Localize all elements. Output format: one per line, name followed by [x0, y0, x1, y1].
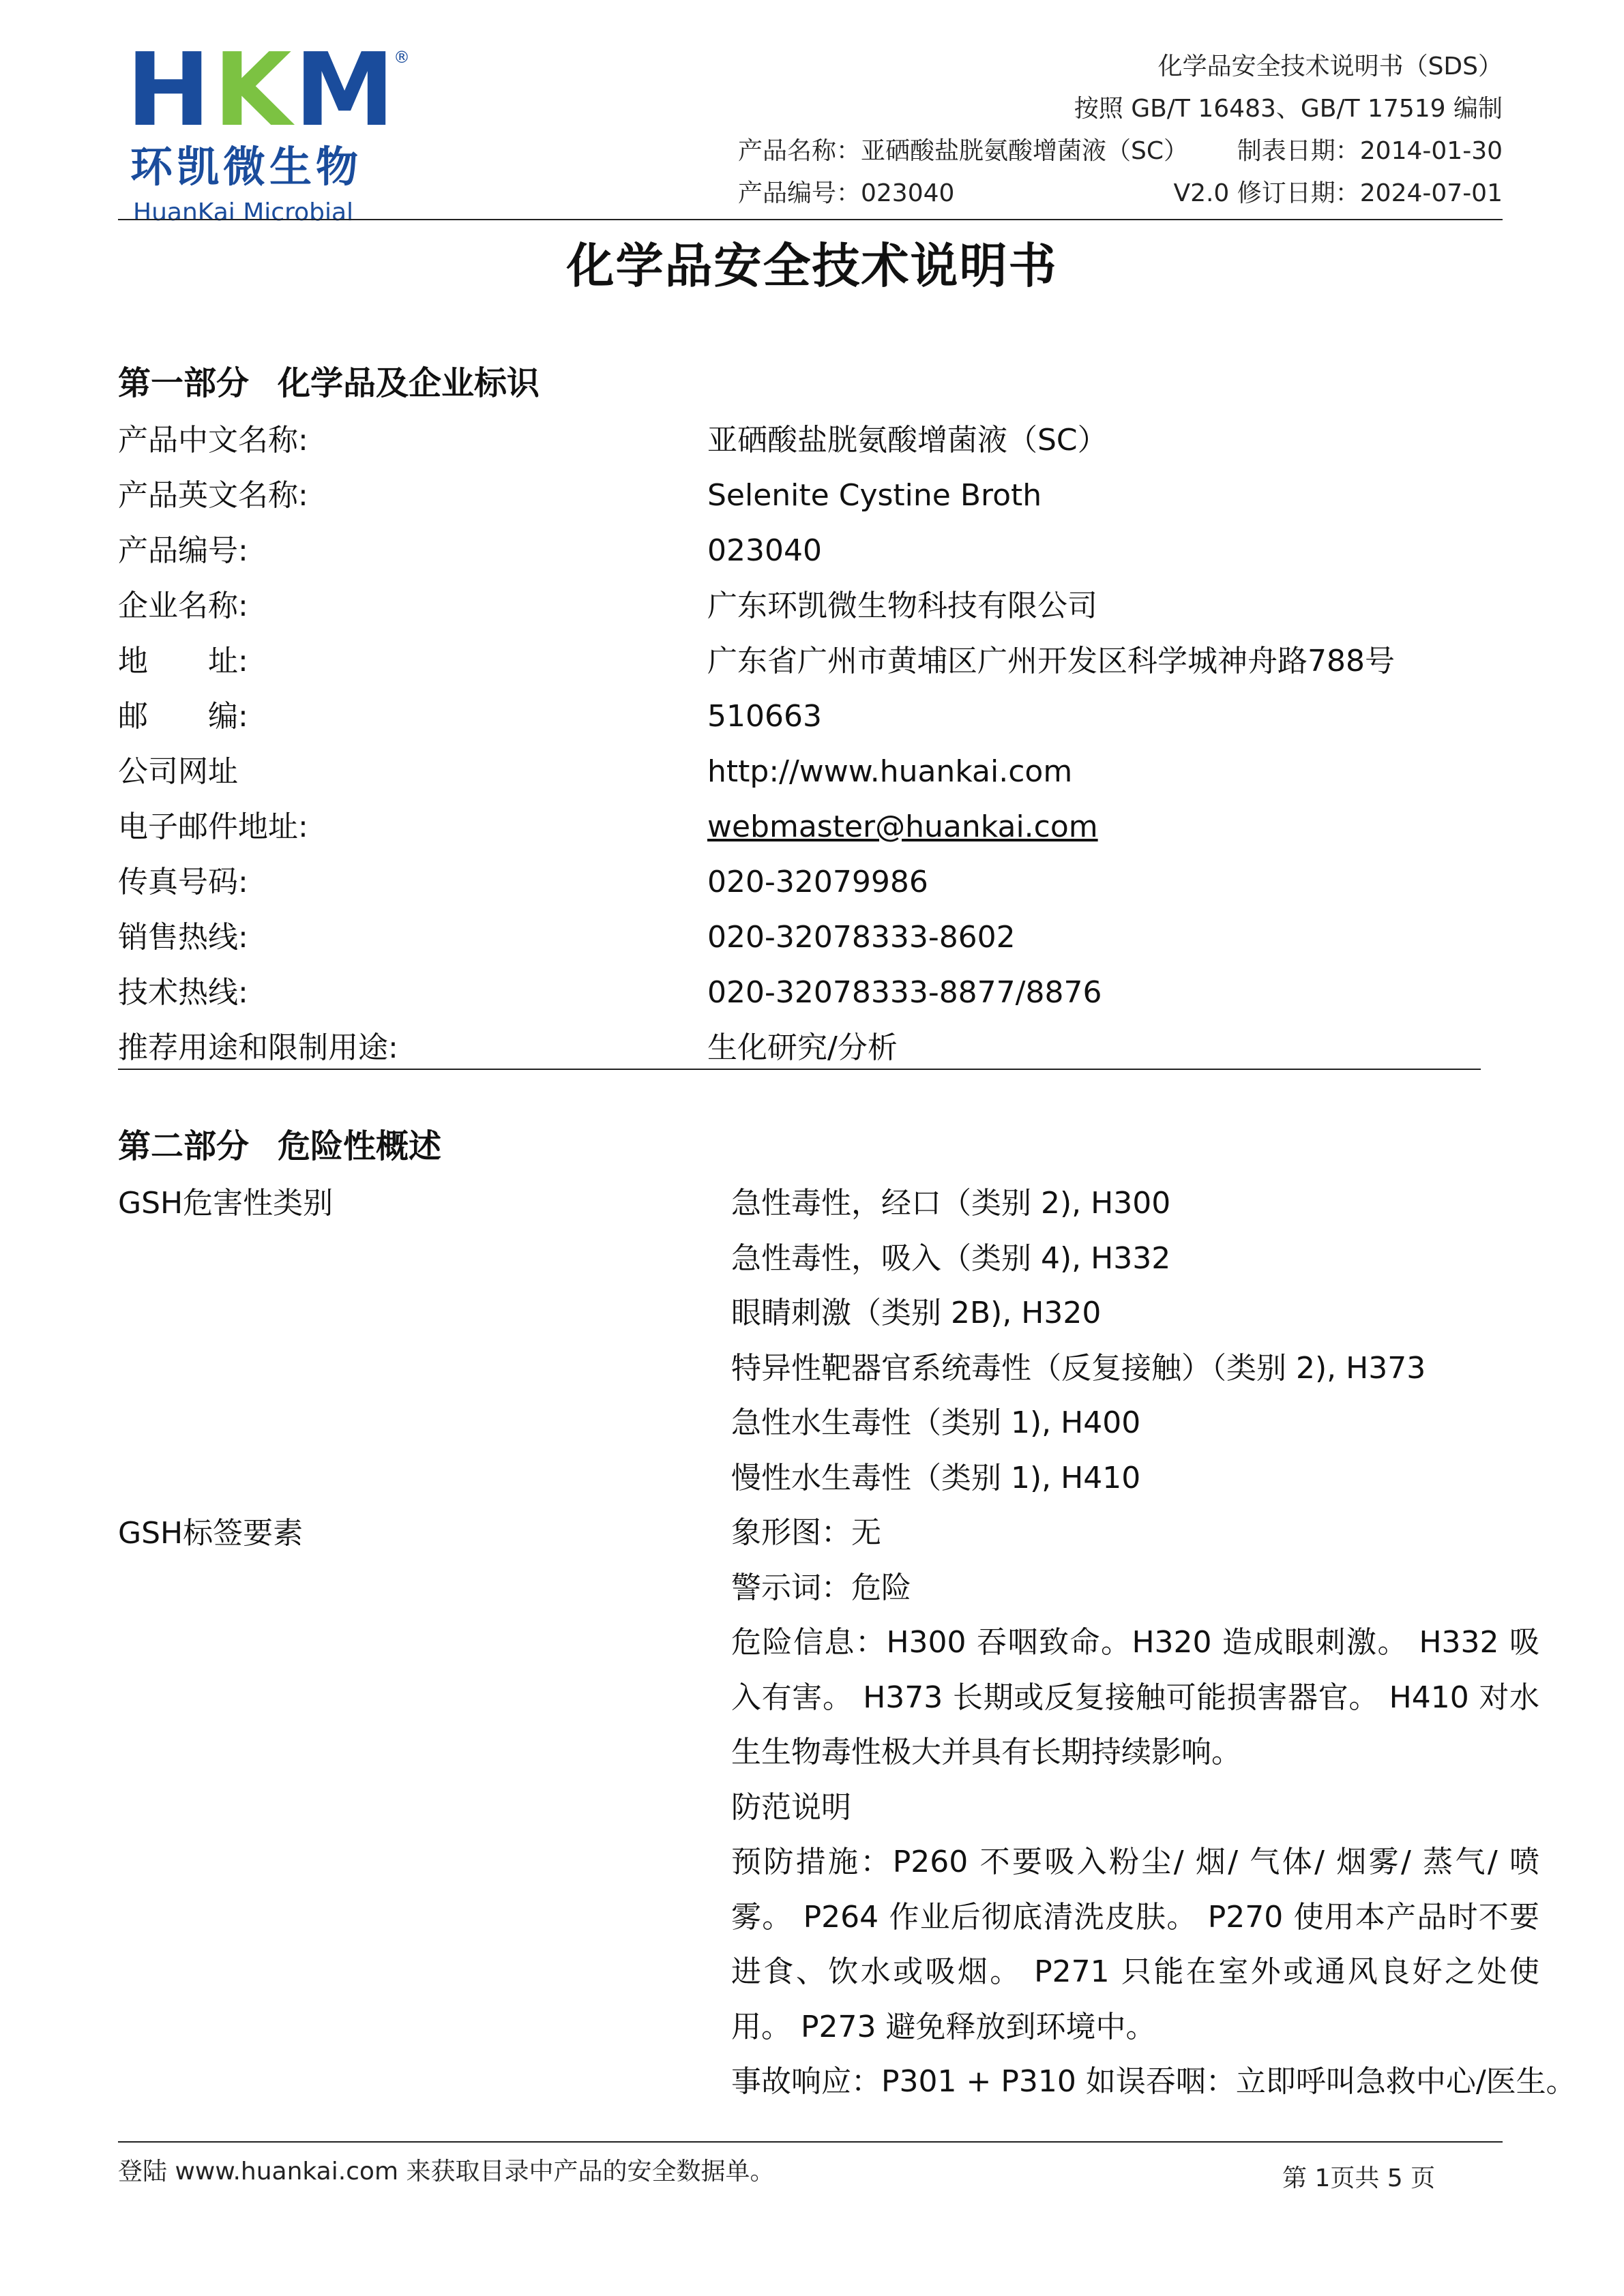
- header-standard: 按照 GB/T 16483、GB/T 17519 编制: [1074, 95, 1503, 123]
- section2-number: 第二部分: [118, 1127, 250, 1165]
- label-website: 公司网址: [118, 754, 238, 789]
- value-website: http://www.huankai.com: [707, 754, 1073, 789]
- header-rule: [118, 219, 1503, 220]
- registered-mark: ®: [394, 48, 410, 67]
- label-company-name: 企业名称:: [118, 588, 248, 623]
- signal-word-line: 警示词：危险: [731, 1570, 911, 1605]
- section1-heading: [118, 363, 540, 404]
- section2-heading: [118, 1126, 441, 1167]
- ghs-class-item: 急性水生毒性（类别 1), H400: [731, 1405, 1141, 1440]
- value-product-en-name: Selenite Cystine Broth: [707, 478, 1042, 513]
- ghs-details: [731, 1176, 1576, 2110]
- label-product-en-name: 产品英文名称:: [118, 478, 308, 513]
- value-product-cn-name: 亚硒酸盐胱氨酸增菌液（SC）: [707, 423, 1108, 458]
- header-product-code: 产品编号：023040: [738, 179, 955, 207]
- value-company-name: 广东环凯微生物科技有限公司: [707, 588, 1097, 623]
- precaution-heading: 防范说明: [731, 1789, 851, 1825]
- ghs-class-item: 急性毒性，经口（类别 2), H300: [731, 1186, 1171, 1221]
- logo-en-name: HuanKai Microbial: [133, 198, 354, 226]
- company-logo: [126, 31, 413, 226]
- hazard-info-paragraph: 危险信息：H300 吞咽致命。H320 造成眼刺激。 H332 吸入有害。 H373 长期或反复接触可能损害器官。 H410 对水生生物毒性极大并具有长期持续影响。: [731, 1625, 1539, 1770]
- label-product-code: 产品编号:: [118, 533, 248, 568]
- logo-letter-h: H: [126, 31, 213, 149]
- value-product-code: 023040: [707, 533, 822, 568]
- ghs-class-item: 特异性靶器官系统毒性（反复接触）（类别 2), H373: [731, 1350, 1426, 1386]
- page-number: 第 1页共 5 页: [1282, 2164, 1436, 2192]
- value-sales-hotline: 020-32078333-8602: [707, 920, 1016, 955]
- value-address: 广东省广州市黄埔区广州开发区科学城神舟路788号: [707, 644, 1395, 679]
- value-fax: 020-32079986: [707, 865, 928, 899]
- label-recommended-use: 推荐用途和限制用途:: [118, 1030, 398, 1065]
- ghs-class-item: 眼睛刺激（类别 2B), H320: [731, 1296, 1102, 1330]
- response-line: 事故响应：P301 + P310 如误吞咽：立即呼叫急救中心/医生。: [731, 2064, 1576, 2099]
- footer-note: 登陆 www.huankai.com 来获取目录中产品的安全数据单。: [118, 2158, 775, 2186]
- header-made-date: 制表日期：2014-01-30: [1237, 137, 1503, 165]
- page-title: 化学品安全技术说明书: [566, 238, 1058, 294]
- section1-rule: [118, 1069, 1481, 1070]
- label-product-cn-name: 产品中文名称:: [118, 423, 308, 458]
- label-email: 电子邮件地址:: [118, 809, 308, 844]
- section2-title: 危险性概述: [278, 1127, 442, 1165]
- label-fax: 传真号码:: [118, 865, 248, 899]
- label-postcode: 邮 编:: [118, 699, 248, 734]
- value-tech-hotline: 020-32078333-8877/8876: [707, 975, 1102, 1010]
- ghs-class-item: 急性毒性，吸入（类别 4), H332: [731, 1240, 1171, 1276]
- logo-wordmark: [126, 31, 398, 149]
- header-doc-type: 化学品安全技术说明书（SDS）: [1157, 53, 1503, 80]
- section1-title: 化学品及企业标识: [278, 364, 540, 402]
- header-product-name: 产品名称：亚硒酸盐胱氨酸增菌液（SC）: [738, 137, 1188, 165]
- ghs-class-label: GSH危害性类别: [118, 1186, 334, 1221]
- footer-rule: [118, 2141, 1503, 2143]
- label-tech-hotline: 技术热线:: [118, 975, 248, 1010]
- ghs-class-item: 慢性水生毒性（类别 1), H410: [731, 1460, 1141, 1495]
- label-address: 地 址:: [118, 644, 248, 679]
- ghs-label-elements-label: GSH标签要素: [118, 1516, 304, 1551]
- logo-cn-name: 环凯微生物: [130, 142, 363, 192]
- label-sales-hotline: 销售热线:: [118, 920, 248, 955]
- section1-number: 第一部分: [118, 364, 250, 402]
- header-revision-date: V2.0 修订日期：2024-07-01: [1173, 179, 1503, 207]
- email-link[interactable]: webmaster@huankai.com: [707, 809, 1098, 844]
- value-recommended-use: 生化研究/分析: [707, 1030, 898, 1065]
- prevention-paragraph: 预防措施：P260 不要吸入粉尘/ 烟/ 气体/ 烟雾/ 蒸气/ 喷雾。 P264 作业后彻底清洗皮肤。 P270 使用本产品时不要进食、饮水或吸烟。 P271 只能在室外或通风良好之处使用。 P273 避免释放到环境中。: [731, 1845, 1539, 2044]
- logo-letter-m: M: [294, 31, 398, 149]
- value-email[interactable]: [707, 808, 1098, 846]
- value-postcode: 510663: [707, 699, 822, 734]
- pictogram-line: 象形图：无: [731, 1515, 881, 1550]
- logo-letter-k: K: [213, 31, 295, 149]
